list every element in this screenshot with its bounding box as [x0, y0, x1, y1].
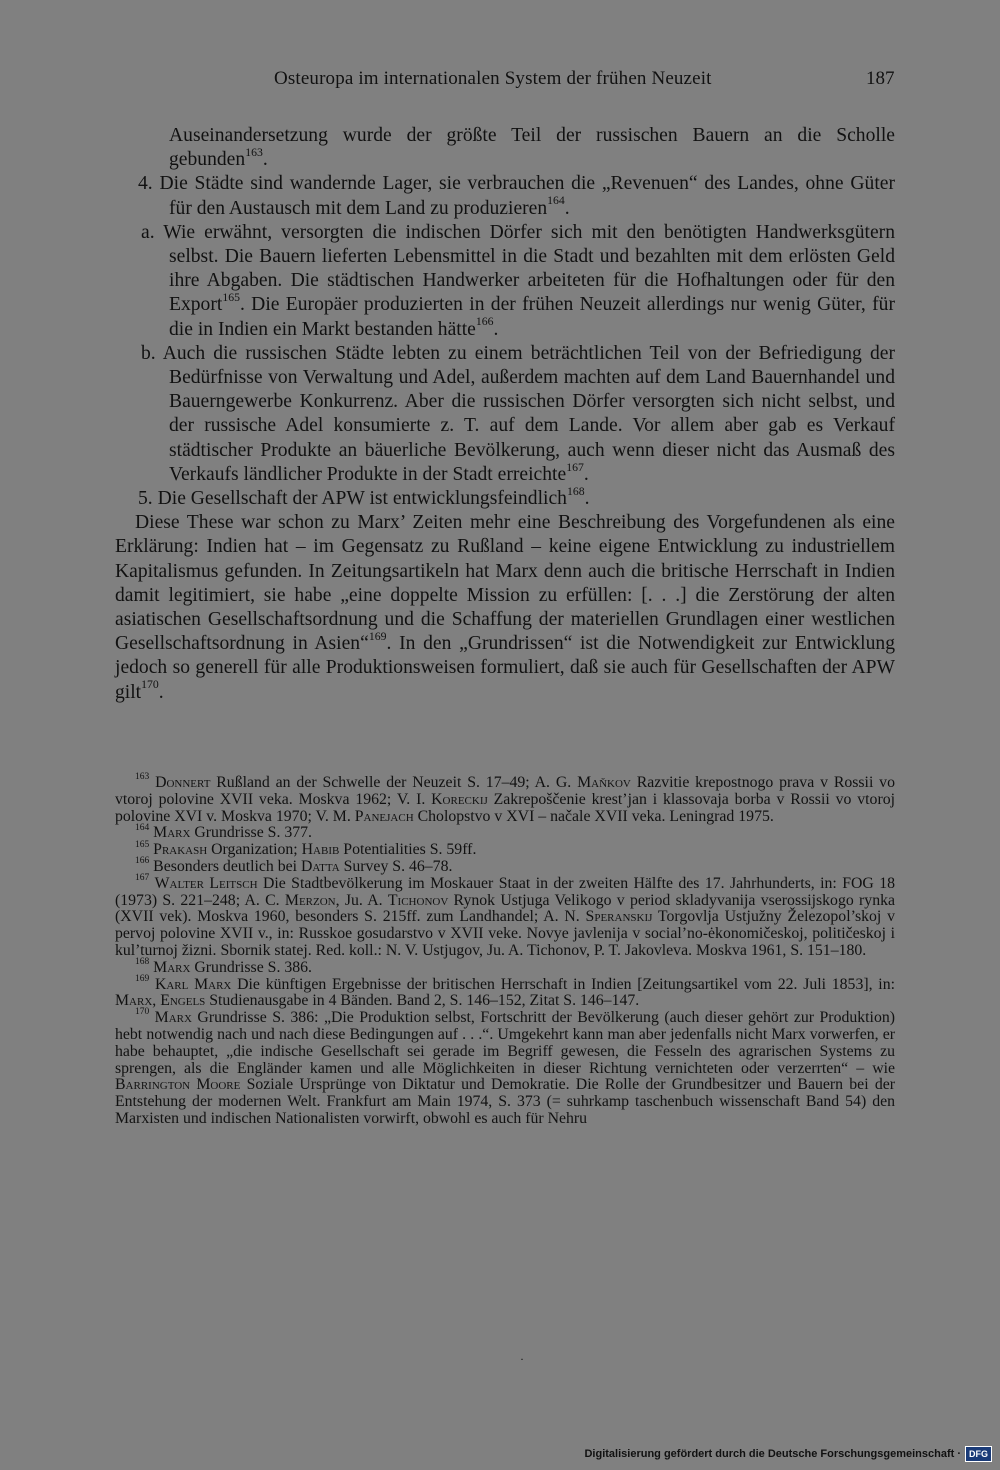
footnote-ref[interactable]: 168: [566, 484, 585, 498]
footnote-169: $^{169}$ Karl Marx Die künftigen Ergebnisse der britischen Herrschaft in Indien [Zeitungsartikel vom 22. Juli 1853], in: Marx, Engels Studienausgabe in 4 Bänden. Band 2, S. 146–152, Zitat S. 146–147.: [115, 973, 895, 1010]
footnote-166: $^{166}$ Besonders deutlich bei Datta Survey S. 46–78.: [135, 856, 453, 875]
footnote-ref[interactable]: 163: [245, 145, 263, 159]
footnote-ref[interactable]: 170: [141, 678, 159, 692]
list-item-5: 5. Die Gesellschaft der APW ist entwicklungsfeindlich$^{168}$.: [138, 484, 590, 510]
footnote-164: $^{164}$ Marx Grundrisse S. 377.: [135, 822, 312, 842]
list-item-4: 4. Die Städte sind wandernde Lager, sie verbrauchen die „Revenuen“ des Landes, ohne Güter für den Austausch mit dem Land zu produzieren$^{164}$.: [138, 173, 895, 219]
footnote-ref[interactable]: 165: [222, 291, 240, 305]
footnote-163: $^{163}$ Donnert Rußland an der Schwelle der Neuzeit S. 17–49; A. G. Maňkov Razvitie krepostnogo prava v Rossii vo vtoroj polovine XVII veka. Moskva 1962; V. I. Koreckij Zakrepoščenie krest’jan i klassovaja borba v Rossii vo vtoroj polovine XVI v. Moskva 1970; V. M. Panejach Cholopstvo v XVI – načale XVII veka. Leningrad 1975.: [115, 772, 895, 825]
footnote-ref[interactable]: 169: [368, 629, 387, 643]
footnote-167: $^{167}$ Walter Leitsch Die Stadtbevölkerung im Moskauer Staat in der zweiten Hälfte des 17. Jahrhunderts, in: FOG 18 (1973) S. 221–248; A. C. Merzon, Ju. A. Tichonov Rynok Ustjuga Velikogo v period skladyvanija vserossijskogo rynka (XVII vek). Moskva 1960, besonders S. 215ff. zum Landhandel; A. N. Speranskij Torgovlja Ustjužny Železopol’skoj v pervoj polovine XVII v., in: Russkoe gosudarstvo v XVII veke. Novye javlenija v social’no-ėkonomičeskoj, političeskoj i kul’turnoj žizni. Sbornik statej. Red. koll.: N. V. Ustjugov, Ju. A. Tichonov, P. T. Jakovleva. Moskva 1961, S. 151–180.: [115, 873, 896, 959]
footnote-168: $^{168}$ Marx Grundrisse S. 386.: [135, 957, 312, 976]
sub-item-b: b. Auch die russischen Städte lebten zu einem beträchtlichen Teil von der Befriedigung der Bedürfnisse von Verwaltung und Adel, außerdem machten auf dem Land Bauernhandel und Bauerngewerbe Konkurrenz. Aber die russischen Dörfer versorgten sich nicht selbst, und der russische Adel konsumierte z. T. auf dem Lande. Vor allem aber gab es Verkauf städtischer Produkte an bäuerliche Bevölkerung, auch wenn dieser nicht das Ausmaß des Verkaufs ländlicher Produkte in der Stadt erreichte$^{167}$.: [141, 342, 895, 485]
body-paragraph: Diese These war schon zu Marx’ Zeiten mehr eine Beschreibung des Vorgefundenen als eine Erklärung: Indien hat – im Gegensatz zu Rußland – keine eigene Entwicklung zu industriellem Kapitalismus gefunden. In Zeitungsartikeln hat Marx denn auch die britische Herrschaft in Indien damit legitimiert, sie habe „eine doppelte Mission zu erfüllen: [. . .] die Zerstörung der alten asiatischen Gesellschaftsordnung und die Schaffung der materiellen Grundlagen einer westlichen Gesellschaftsordnung in Asien“$^{169}$. In den „Grundrissen“ ist die Notwendigkeit zur Entwicklung jedoch so generell für alle Produktionsweisen formuliert, daß sie auch für Gesellschaften der APW gilt$^{170}$.: [115, 512, 896, 703]
footnote-ref[interactable]: 166: [475, 315, 494, 329]
footnote-170: $^{170}$ Marx Grundrisse S. 386: „Die Produktion selbst, Fortschritt der Bevölkerung (auch dieser gehört zur Produktion) hebt notwendig nach und nach diese Bedingungen auf . . .“. Umgekehrt kann man aber jedenfalls nicht Marx vorwerfen, er habe behauptet, „die indische Gesellschaft sei gerade im Begriff gewesen, die Fesseln des agrarischen Systems zu sprengen, als die Engländer kamen und alle Möglichkeiten in dieser Richtung vernichteten oder verzerrten“ – wie Barrington Moore Soziale Ursprünge von Diktatur und Demokratie. Die Rolle der Grundbesitzer und Bauern bei der Entstehung der modernen Welt. Frankfurt am Main 1974, S. 373 (= suhrkamp taschenbuch wissenschaft Band 54) den Marxisten und indischen Nationalisten vorwirft, obwohl es auch für Nehru: [115, 1007, 895, 1127]
running-head: Osteuropa im internationalen System der frühen Neuzeit: [274, 68, 712, 89]
footnote-165: $^{165}$ Prakash Organization; Habib Potentialities S. 59ff.: [135, 839, 477, 859]
paragraph-continuation: Auseinandersetzung wurde der größte Teil der russischen Bauern an die Scholle gebunden$^{163}$.: [169, 125, 895, 171]
funding-note: Digitalisierung gefördert durch die Deutsche Forschungsgemeinschaft ·: [584, 1448, 961, 1460]
main-text: [115, 124, 895, 705]
page-header: [0, 68, 1000, 96]
page-number: 187: [866, 68, 895, 89]
sub-item-a: a. Wie erwähnt, versorgten die indischen Dörfer sich mit den benötigten Handwerksgütern selbst. Die Bauern lieferten Lebensmittel in die Stadt und bezahlten mit dem erlösten Geld ihre Abgaben. Die städtischen Handwerker arbeiteten für die Hofhaltungen oder für den Export$^{165}$. Die Europäer produzierten in der frühen Neuzeit allerdings nur wenig Güter, für die in Indien ein Markt bestanden hätte$^{166}$.: [141, 221, 895, 340]
footnote-ref[interactable]: 167: [566, 460, 584, 474]
dfg-logo-icon: DFG: [965, 1446, 992, 1462]
footnotes: [115, 772, 896, 1128]
dfg-funding-bar: [584, 1446, 992, 1462]
footnote-ref[interactable]: 164: [547, 194, 565, 208]
page-mark: ·: [520, 1352, 524, 1366]
